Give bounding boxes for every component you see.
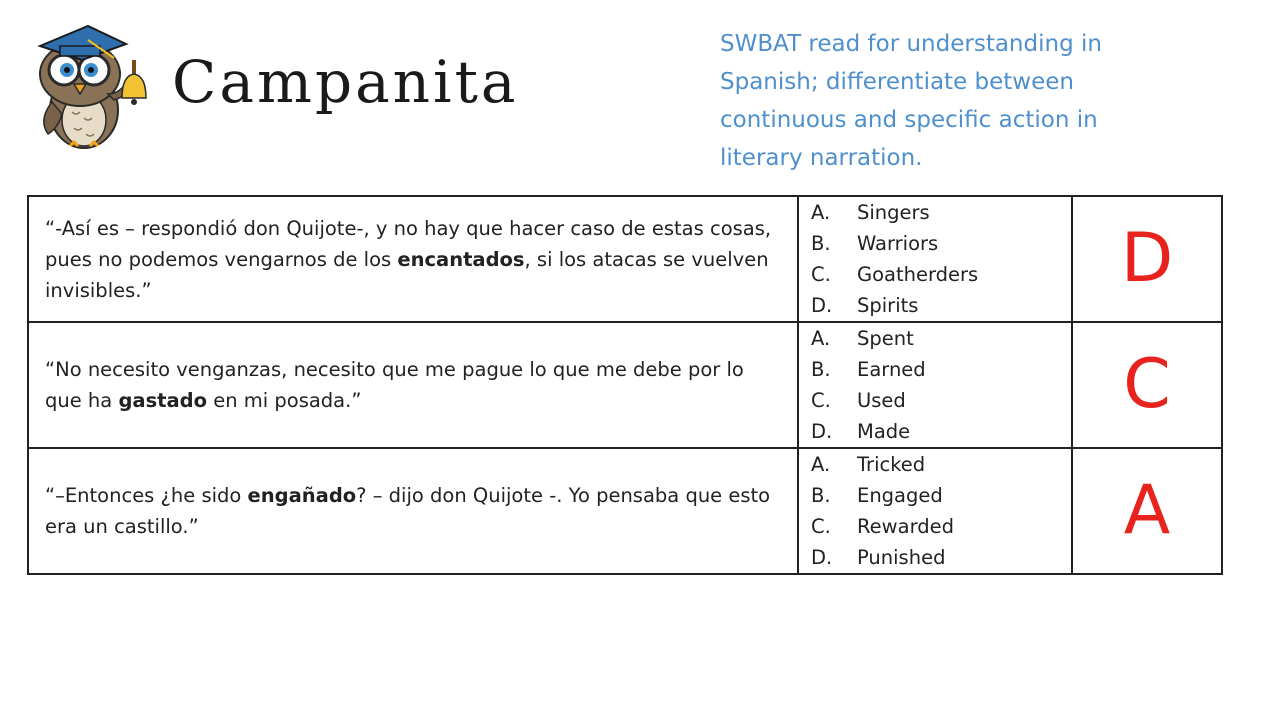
question-quote: “-Así es – respondió don Quijote-, y no hay que hacer caso de estas cosas, pues no podemos vengarnos de los encantados, si los atacas se vuelven invisibles.” (45, 216, 772, 302)
question-quote: “–Entonces ¿he sido engañado? – dijo don Quijote -. Yo pensaba que esto era un castillo.” (45, 484, 771, 538)
learning-objective: SWBAT read for understanding in Spanish; differentiate between continuous and specific action in literary narration. (720, 31, 1102, 171)
answer-cell: C (1072, 322, 1222, 448)
question-cell (28, 448, 798, 574)
quiz-row (28, 322, 1222, 448)
question-quote: “No necesito venganzas, necesito que me pague lo que me debe por lo que ha gastado en mi posada.” (45, 358, 744, 412)
answer-cell: D (1072, 196, 1222, 322)
option-item: C. Used (811, 389, 906, 412)
answer-options-list (799, 323, 1071, 447)
option-item: B. Engaged (811, 484, 943, 507)
option-item: C. Rewarded (811, 515, 954, 538)
option-item: D. Made (811, 420, 911, 443)
quiz-row (28, 196, 1222, 322)
answer-options-list (799, 197, 1071, 321)
option-item: C. Goatherders (811, 263, 979, 286)
option-item: A. Tricked (811, 453, 926, 476)
question-cell (28, 196, 798, 322)
option-item: B. Warriors (811, 232, 939, 255)
option-item: D. Punished (811, 546, 946, 569)
question-keyword: gastado (118, 389, 208, 412)
options-cell (798, 196, 1072, 322)
answer-cell: A (1072, 448, 1222, 574)
option-item: D. Spirits (811, 294, 919, 317)
answer-options-list (799, 449, 1071, 573)
question-keyword: encantados (397, 247, 525, 271)
owl-mascot-illustration (22, 12, 152, 152)
options-cell (798, 322, 1072, 448)
option-item: B. Earned (811, 358, 926, 381)
page-title: Campanita (172, 48, 519, 116)
option-item: A. Singers (811, 201, 930, 224)
vocabulary-quiz-table (27, 195, 1223, 575)
question-cell (28, 322, 798, 448)
options-cell (798, 448, 1072, 574)
option-item: A. Spent (811, 327, 914, 350)
quiz-row (28, 448, 1222, 574)
question-keyword: engañado (247, 484, 357, 507)
